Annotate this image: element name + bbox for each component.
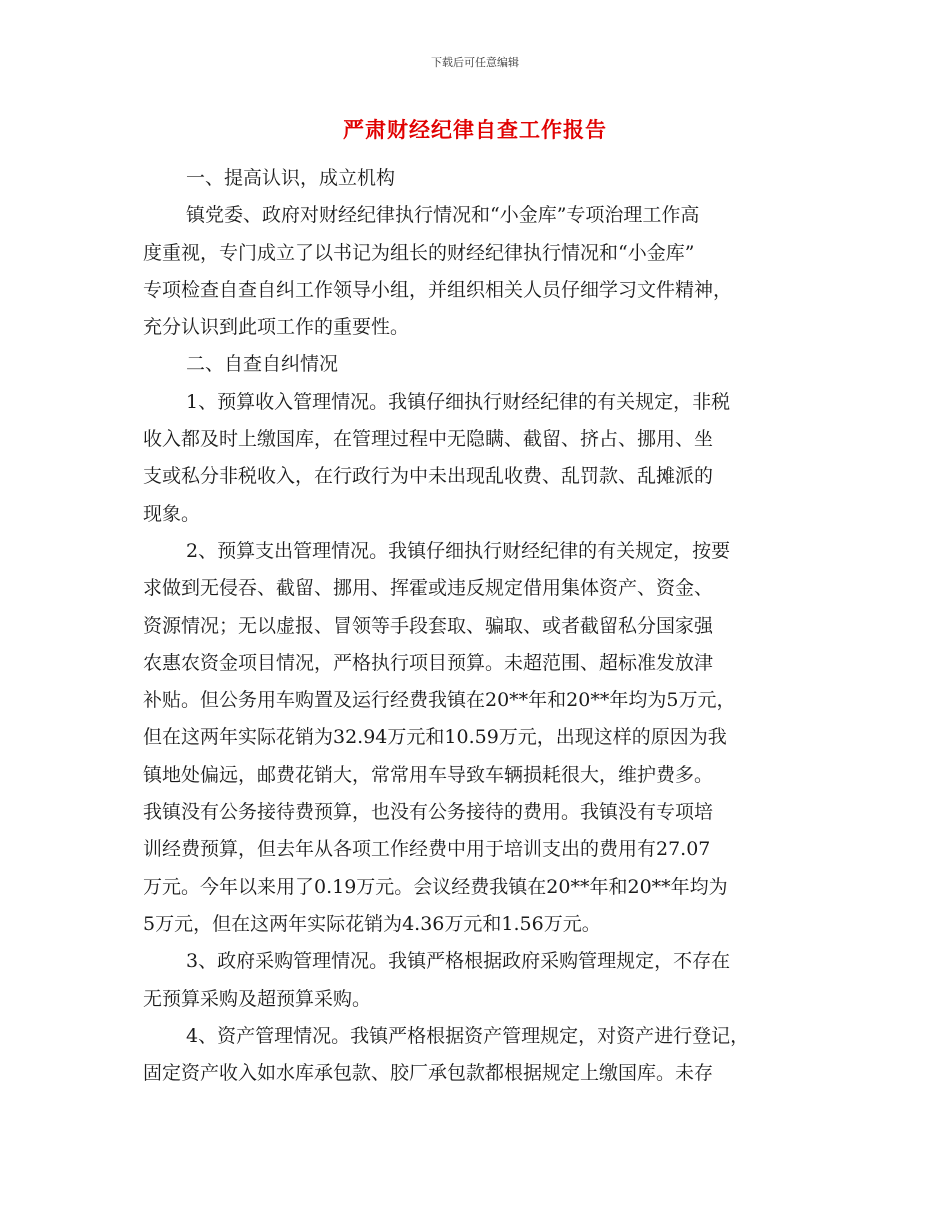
text-line: 2、预算支出管理情况。我镇仔细执行财经纪律的有关规定，按要: [186, 539, 731, 562]
text-line: 支或私分非税收入，在行政行为中未出现乱收费、乱罚款、乱摊派的: [143, 465, 714, 488]
text-line: 3、政府采购管理情况。我镇严格根据政府采购管理规定，不存在: [186, 950, 731, 973]
text-line: 无预算采购及超预算采购。: [143, 987, 372, 1010]
text-line: 镇地处偏远，邮费花销大，常常用车导致车辆损耗很大，维护费多。: [143, 763, 714, 786]
text-line: 求做到无侵吞、截留、挪用、挥霍或违反规定借用集体资产、资金、: [143, 577, 714, 600]
text-line: 固定资产收入如水库承包款、胶厂承包款都根据规定上缴国库。未存: [143, 1062, 714, 1085]
document-body: [143, 160, 813, 1092]
text-line: 充分认识到此项工作的重要性。: [143, 316, 410, 339]
text-line: 4、资产管理情况。我镇严格根据资产管理规定，对资产进行登记，: [186, 1024, 750, 1047]
text-line: 1、预算收入管理情况。我镇仔细执行财经纪律的有关规定，非税: [186, 390, 731, 413]
document-title: 严肃财经纪律自查工作报告: [343, 117, 607, 142]
page-header: 下载后可任意编辑: [431, 56, 519, 69]
text-line: 农惠农资金项目情况，严格执行项目预算。未超范围、超标准发放津: [143, 651, 714, 674]
text-line: 二、自查自纠情况: [186, 353, 339, 376]
text-line: 专项检查自查自纠工作领导小组，并组织相关人员仔细学习文件精神，: [143, 278, 733, 301]
text-line: 资源情况；无以虚报、冒领等手段套取、骗取、或者截留私分国家强: [143, 614, 714, 637]
text-line: 5万元，但在这两年实际花销为4.36万元和1.56万元。: [143, 912, 601, 935]
text-line: 但在这两年实际花销为32.94万元和10.59万元，出现这样的原因为我: [143, 726, 727, 749]
text-line: 万元。今年以来用了0.19万元。会议经费我镇在20**年和20**年均为: [143, 875, 728, 898]
text-line: 镇党委、政府对财经纪律执行情况和“小金库”专项治理工作高: [186, 204, 700, 227]
text-line: 收入都及时上缴国库，在管理过程中无隐瞒、截留、挤占、挪用、坐: [143, 428, 714, 451]
text-line: 现象。: [143, 502, 201, 525]
text-line: 我镇没有公务接待费预算，也没有公务接待的费用。我镇没有专项培: [143, 801, 714, 824]
text-line: 训经费预算，但去年从各项工作经费中用于培训支出的费用有27.07: [143, 838, 711, 861]
text-line: 度重视，专门成立了以书记为组长的财经纪律执行情况和“小金库”: [143, 241, 695, 264]
text-line: 一、提高认识，成立机构: [186, 167, 396, 189]
text-line: 补贴。但公务用车购置及运行经费我镇在20**年和20**年均为5万元，: [143, 689, 736, 712]
